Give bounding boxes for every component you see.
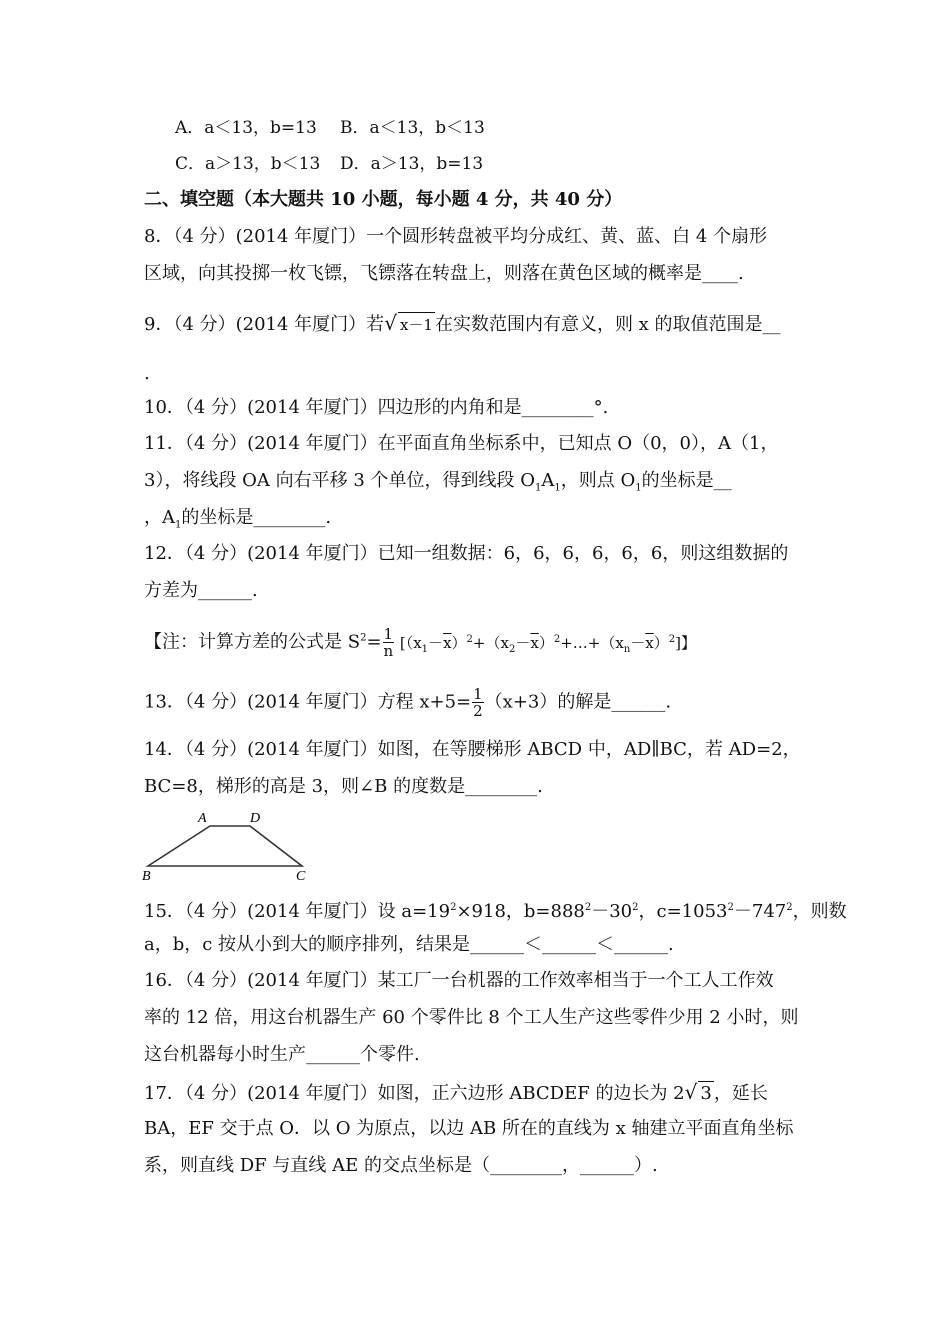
note-minus: － (428, 633, 444, 652)
q9-line2: . (144, 363, 150, 384)
note-t1: [（x (399, 633, 422, 652)
q15-sup: 2 (632, 902, 639, 913)
note-xbar: $\overline{x}$ (443, 633, 452, 652)
note-xbar: $\overline{x}$ (645, 633, 654, 652)
q9-pre: 9．（4 分）(2014 年厦门）若 (144, 314, 385, 335)
note-sup: 2 (360, 632, 367, 644)
q11-sub: 1 (535, 482, 542, 494)
frac-den: n (383, 642, 394, 660)
q12-line1: 12．（4 分）(2014 年厦门）已知一组数据：6，6，6，6，6，6，则这组数据的 (144, 543, 789, 564)
trapezoid-figure (140, 808, 320, 884)
q17-post: ，延长 (713, 1083, 768, 1104)
option-b: B．a＜13，b＜13 (340, 118, 485, 138)
note-t5: +…+（x (560, 633, 624, 652)
q11-sub: 1 (635, 482, 642, 494)
variance-note (144, 626, 696, 662)
q11-sub: 1 (175, 519, 182, 531)
note-fraction (383, 626, 395, 659)
q11-line2 (144, 469, 732, 501)
q15-line1 (144, 896, 847, 924)
q10-line: 10．（4 分）(2014 年厦门）四边形的内角和是________°. (144, 397, 609, 418)
note-minus: － (515, 633, 531, 652)
q17-line2: BA，EF 交于点 O．以 O 为原点，以边 AB 所在的直线为 x 轴建立平面直角坐标 (144, 1118, 794, 1139)
note-sup: 2 (553, 633, 561, 645)
note-sup: 2 (466, 633, 473, 645)
label-d: D (250, 811, 261, 826)
q9-post: 在实数范围内有意义，则 x 的取值范围是__ (434, 314, 781, 335)
option-a: A．a＜13，b=13 (175, 118, 317, 138)
sqrt-icon: √ (684, 1080, 698, 1104)
note-pre: 【注：计算方差的公式是 S (144, 631, 361, 653)
q12-line2: 方差为______. (144, 580, 258, 601)
q15-a3: －30 (591, 901, 633, 922)
label-b: B (142, 869, 151, 884)
frac-num: 1 (473, 685, 483, 703)
q13-pre: 13．（4 分）(2014 年厦门）方程 x+5= (144, 691, 472, 713)
q9-line1 (144, 311, 781, 337)
label-a: A (198, 811, 207, 826)
trapezoid-shape (148, 826, 302, 866)
q11-line1: 11．（4 分）(2014 年厦门）在平面直角坐标系中，已知点 O（0，0），A（1， (144, 433, 779, 454)
q11-line3 (144, 506, 331, 538)
q15-sup: 2 (727, 902, 734, 913)
q11-text-a: 3），将线段 OA 向右平移 3 个单位，得到线段 O (144, 470, 536, 491)
q15-a6: ，则数 (792, 901, 847, 922)
q13-line (144, 686, 671, 719)
frac-num: 1 (383, 625, 394, 643)
label-c: C (296, 869, 306, 884)
note-sub: n (623, 643, 631, 655)
q11-text-b: A (541, 470, 555, 491)
q11-sub: 1 (554, 482, 561, 494)
q11-text-d: 的坐标是__ (641, 470, 732, 491)
q16-line1: 16．（4 分）(2014 年厦门）某工厂一台机器的工作效率相当于一个工人工作效 (144, 970, 774, 991)
sqrt-icon: √ (384, 311, 397, 335)
q15-sup: 2 (450, 902, 457, 913)
note-sup: 2 (668, 633, 676, 645)
q8-line1: 8．（4 分）(2014 年厦门）一个圆形转盘被平均分成红、黄、蓝、白 4 个扇形 (144, 226, 768, 247)
q15-line2: a，b，c 按从小到大的顺序排列，结果是______＜______＜______. (144, 934, 674, 955)
q11-text-c: ，则点 O (560, 470, 636, 491)
q17-radicand: 3 (700, 1083, 712, 1104)
q17-line1 (144, 1080, 768, 1106)
note-minus: － (630, 633, 646, 652)
option-d: D．a＞13，b=13 (340, 154, 484, 174)
q13-fraction (472, 686, 484, 719)
note-close: ） (451, 633, 467, 652)
q15-a2: ×918，b=888 (456, 901, 585, 922)
q9-radicand: x－1 (398, 312, 435, 337)
q15-a1: 15．（4 分）(2014 年厦门）设 a=19 (144, 901, 451, 922)
note-sub: 2 (508, 643, 516, 655)
q13-post: （x+3）的解是______. (484, 691, 672, 713)
note-xbar: $\overline{x}$ (530, 633, 539, 652)
q15-a5: －747 (733, 901, 787, 922)
q15-a4: ，c=1053 (638, 901, 728, 922)
q11-text-f: 的坐标是________. (181, 507, 332, 528)
frac-den: 2 (473, 702, 483, 720)
q17-pre: 17．（4 分）(2014 年厦门）如图，正六边形 ABCDEF 的边长为 2 (144, 1083, 685, 1104)
q16-line2: 率的 12 倍，用这台机器生产 60 个零件比 8 个工人生产这些零件少用 2 小时，则 (144, 1007, 799, 1028)
q14-line2: BC=8，梯形的高是 3，则∠B 的度数是________. (144, 776, 543, 797)
q8-line2: 区域，向其投掷一枚飞镖，飞镖落在转盘上，则落在黄色区域的概率是____. (144, 263, 744, 284)
section-heading: 二、填空题（本大题共 10 小题，每小题 4 分，共 40 分） (144, 189, 623, 210)
q14-line1: 14．（4 分）(2014 年厦门）如图，在等腰梯形 ABCD 中，AD∥BC，若 AD=2， (144, 739, 801, 760)
q11-text-e: ，A (144, 507, 175, 528)
q15-sup: 2 (584, 902, 592, 913)
note-t6: ]】 (675, 633, 696, 652)
q17-line3: 系，则直线 DF 与直线 AE 的交点坐标是（________，______）. (144, 1155, 658, 1176)
note-close: ） (653, 633, 669, 652)
note-close: ） (538, 633, 554, 652)
q15-sup: 2 (786, 902, 793, 913)
q16-line3: 这台机器每小时生产______个零件. (144, 1044, 420, 1065)
note-sub: 1 (421, 643, 429, 655)
note-eq: = (366, 631, 382, 653)
option-c: C．a＞13，b＜13 (175, 154, 321, 174)
note-t4: +（x (472, 633, 509, 652)
